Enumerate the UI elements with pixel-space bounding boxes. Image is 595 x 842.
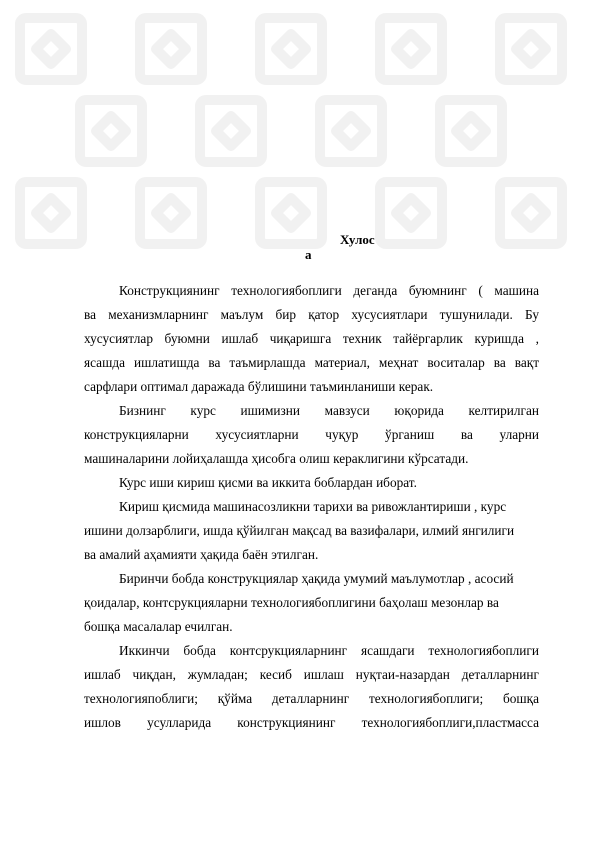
watermark-logo <box>380 18 442 80</box>
paragraph-line: ишлов усулларида конструкциянинг технологиябоплиги,пластмасса <box>84 715 539 730</box>
watermark-logo <box>200 100 262 162</box>
paragraph-line: хусусиятлар буюмни ишлаб чиқаришга техник тайёргарлик куришда , <box>84 331 539 346</box>
conclusion-heading-part2: а <box>305 247 312 262</box>
paragraph-line: Иккинчи бобда контсрукцияларнинг ясашдаги технологиябоплиги <box>119 643 539 658</box>
paragraph-line: қоидалар, контсрукцияларни технологиябоплигини баҳолаш мезонлар ва <box>84 595 499 610</box>
paragraph-line: ва амалий аҳамияти ҳақида баён этилган. <box>84 547 319 562</box>
paragraph-line: технологияпоблиги; қўйма деталларнинг технологиябоплиги; бошқа <box>84 691 539 706</box>
watermark-logo <box>20 182 82 244</box>
conclusion-heading-part1: Хулос <box>340 232 375 247</box>
paragraph-line: машиналарини лойиҳалашда ҳисобга олиш кераклигини кўрсатади. <box>84 451 469 466</box>
watermark-logo <box>140 182 202 244</box>
watermark-logo <box>80 100 142 162</box>
paragraph-line: Курс иши кириш қисми ва иккита боблардан иборат. <box>119 475 417 490</box>
watermark-logo <box>380 182 442 244</box>
watermark-logo <box>260 18 322 80</box>
paragraph-line: Кириш қисмида машинасозликни тарихи ва ривожлантириши , курс <box>119 499 507 514</box>
paragraph-line: сарфлари оптимал даражада бўлишини таъминланиши керак. <box>84 379 434 394</box>
paragraph-line: конструкцияларни хусусиятларни чуқур ўрганиш ва уларни <box>84 427 539 442</box>
paragraph-line: Конструкциянинг технологиябоплиги деганда буюмнинг ( машина <box>119 283 539 298</box>
paragraph-line: Биринчи бобда конструкциялар ҳақида умумий маълумотлар , асосий <box>119 571 514 586</box>
paragraph-line: ишлаб чиқдан, жумладан; кесиб ишлаш нуқтаи-назардан деталларнинг <box>84 667 539 682</box>
paragraph-line: ясашда ишлатишда ва таъмирлашда материал, меҳнат воситалар ва вақт <box>84 355 539 370</box>
watermark-logo <box>500 182 562 244</box>
paragraph-line: ишини долзарблиги, ишда қўйилган мақсад ва вазифалари, илмий янгилиги <box>84 523 515 538</box>
watermark-logo <box>140 18 202 80</box>
watermark-logo <box>20 18 82 80</box>
paragraph-line: бошқа масалалар ечилган. <box>84 619 233 634</box>
watermark-logo <box>320 100 382 162</box>
watermark-logo <box>260 182 322 244</box>
watermark-logo <box>440 100 502 162</box>
paragraph-line: Бизнинг курс ишимизни мавзуси юқорида келтирилган <box>119 403 539 418</box>
watermark-logo <box>500 18 562 80</box>
paragraph-line: ва механизмларнинг маълум бир қатор хусусиятлари тушунилади. Бу <box>84 307 539 322</box>
